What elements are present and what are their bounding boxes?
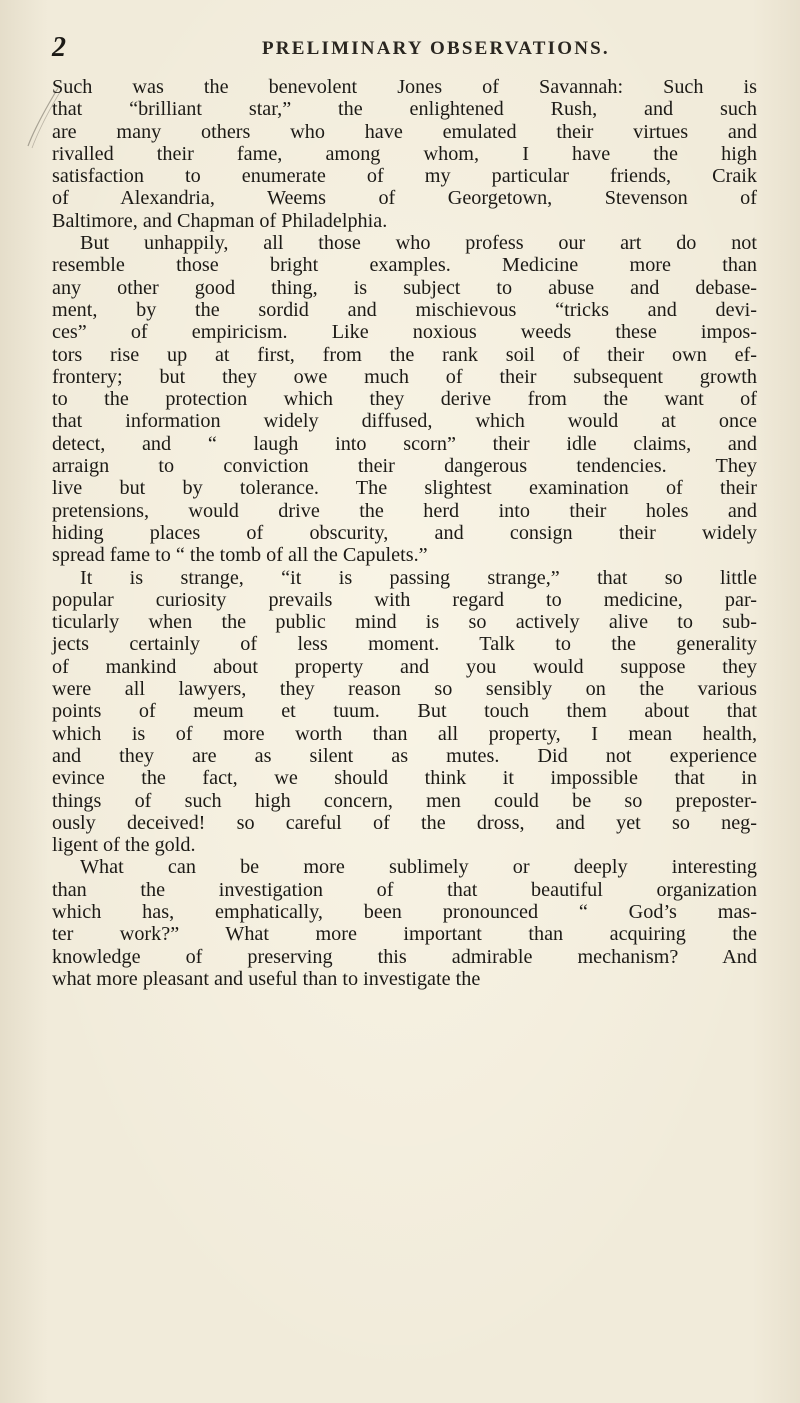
text-line: ment, by the sordid and mischievous “tricks and devi- bbox=[52, 298, 757, 321]
text-line: tors rise up at first, from the rank soil of their own ef- bbox=[52, 343, 757, 366]
text-line: that information widely diffused, which would at once bbox=[52, 410, 757, 433]
text-line: Baltimore, and Chapman of Philadelphia. bbox=[52, 209, 388, 232]
text-line: popular curiosity prevails with regard to medicine, par- bbox=[52, 588, 757, 611]
text-line: to the protection which they derive from the want of bbox=[52, 388, 757, 411]
text-line: and they are as silent as mutes. Did not experience bbox=[52, 744, 757, 767]
text-line: ously deceived! so careful of the dross, and yet so neg- bbox=[52, 811, 757, 834]
text-line: pretensions, would drive the herd into their holes and bbox=[52, 499, 757, 522]
body-text bbox=[52, 76, 757, 990]
text-line: of Alexandria, Weems of Georgetown, Stevenson of bbox=[52, 187, 757, 210]
text-line: jects certainly of less moment. Talk to the generality bbox=[52, 633, 757, 656]
text-line: ligent of the gold. bbox=[52, 834, 196, 857]
text-line: which has, emphatically, been pronounced “ God’s mas- bbox=[52, 900, 757, 923]
text-line: Such was the benevolent Jones of Savannah: Such is bbox=[52, 76, 757, 98]
text-line: rivalled their fame, among whom, I have the high bbox=[52, 142, 757, 165]
text-line: hiding places of obscurity, and consign their widely bbox=[52, 521, 757, 544]
text-line: detect, and “ laugh into scorn” their idle claims, and bbox=[52, 432, 757, 455]
text-line: which is of more worth than all property, I mean health, bbox=[52, 722, 757, 745]
text-line: ces” of empiricism. Like noxious weeds these impos- bbox=[52, 321, 757, 344]
text-line: ticularly when the public mind is so actively alive to sub- bbox=[52, 611, 757, 634]
text-line: that “brilliant star,” the enlightened Rush, and such bbox=[52, 98, 757, 121]
text-line: spread fame to “ the tomb of all the Capulets.” bbox=[52, 544, 428, 567]
text-line: resemble those bright examples. Medicine more than bbox=[52, 254, 757, 277]
text-line: arraign to conviction their dangerous tendencies. They bbox=[52, 455, 757, 478]
text-line: points of meum et tuum. But touch them about that bbox=[52, 700, 757, 723]
paragraph-start: But unhappily, all those who profess our art do not bbox=[80, 232, 757, 255]
text-line: live but by tolerance. The slightest examination of their bbox=[52, 477, 757, 500]
text-line: knowledge of preserving this admirable mechanism? And bbox=[52, 945, 757, 968]
text-line: evince the fact, we should think it impossible that in bbox=[52, 767, 757, 790]
paragraph-start: What can be more sublimely or deeply interesting bbox=[80, 856, 757, 879]
page-title: PRELIMINARY OBSERVATIONS. bbox=[262, 38, 610, 59]
paragraph-start: It is strange, “it is passing strange,” that so little bbox=[80, 566, 757, 589]
text-line: frontery; but they owe much of their subsequent growth bbox=[52, 365, 757, 388]
text-line: any other good thing, is subject to abuse and debase- bbox=[52, 276, 757, 299]
text-line: are many others who have emulated their virtues and bbox=[52, 120, 757, 143]
text-line: satisfaction to enumerate of my particular friends, Craik bbox=[52, 165, 757, 188]
text-line: than the investigation of that beautiful organization bbox=[52, 878, 757, 901]
text-line: ter work?” What more important than acquiring the bbox=[52, 923, 757, 946]
running-head bbox=[52, 28, 752, 68]
text-line: things of such high concern, men could be so preposter- bbox=[52, 789, 757, 812]
text-line: what more pleasant and useful than to investigate the bbox=[52, 967, 481, 990]
text-line: were all lawyers, they reason so sensibly on the various bbox=[52, 678, 757, 701]
page-number: 2 bbox=[52, 32, 66, 63]
text-line: of mankind about property and you would suppose they bbox=[52, 655, 757, 678]
